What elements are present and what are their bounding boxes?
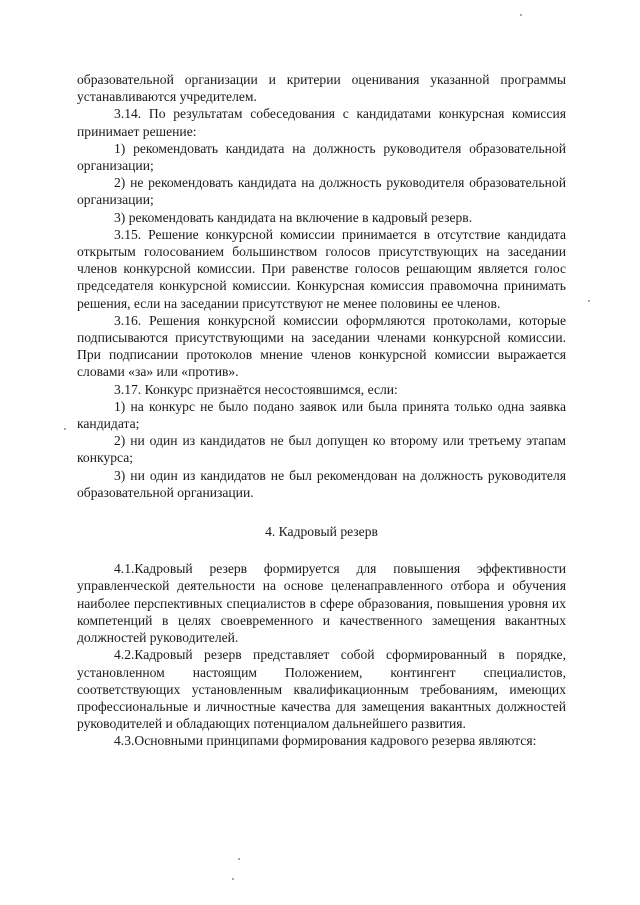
document-body-before <box>77 71 566 501</box>
paragraph-3-15: 3.15. Решение конкурсной комиссии принимается в отсутствие кандидата открытым голосованием большинством голосов присутствующих на заседании членов конкурсной комиссии. При равенстве голосов решающим является голос председателя конкурсной комиссии. Конкурсная комиссия правомочна принимать решения, если на заседании присутствуют не менее половины ее членов. <box>77 226 566 311</box>
scan-speck <box>520 14 522 16</box>
paragraph-3-17-item-3: 3) ни один из кандидатов не был рекомендован на должность руководителя образовательной организации. <box>77 467 566 500</box>
paragraph-3-14-item-3: 3) рекомендовать кандидата на включение в кадровый резерв. <box>114 209 473 225</box>
paragraph-3-14: 3.14. По результатам собеседования с кандидатами конкурсная комиссия принимает решение: <box>77 106 566 139</box>
paragraph-4-1: 4.1.Кадровый резерв формируется для повышения эффективности управленческой деятельности на основе целенаправленного отбора и обучения наиболее перспективных специалистов в сфере образования, повышения уровня их компетенций в целях своевременного и качественного замещения вакантных должностей руководителей. <box>77 561 566 646</box>
document-body-after <box>77 560 566 749</box>
paragraph-3-14-item-2: 2) не рекомендовать кандидата на должность руководителя образовательной организации; <box>77 175 566 208</box>
paragraph-4-2: 4.2.Кадровый резерв представляет собой сформированный в порядке, установленном настоящим Положением, контингент специалистов, соответствующих установленным квалификационным требованиям, имеющих профессиональные и личностные качества для замещения вакантных должностей руководителей и обладающих потенциалом дальнейшего развития. <box>77 647 566 732</box>
scan-speck <box>232 878 234 880</box>
scan-speck <box>64 428 66 430</box>
paragraph-3-17-item-1: 1) на конкурс не было подано заявок или была принята только одна заявка кандидата; <box>77 398 566 432</box>
paragraph-3-16: 3.16. Решения конкурсной комиссии оформляются протоколами, которые подписываются присутствующими на заседании членами конкурсной комиссии. При подписании протоколов мнение членов конкурсной комиссии выражается словами «за» или «против». <box>77 312 566 380</box>
paragraph-3-17: 3.17. Конкурс признаётся несостоявшимся, если: <box>114 381 398 397</box>
scan-speck <box>588 300 590 302</box>
paragraph-continuation: образовательной организации и критерии оценивания указанной программы устанавливаются учредителем. <box>77 72 566 105</box>
section-heading: 4. Кадровый резерв <box>265 524 378 540</box>
paragraph-3-14-item-1: 1) рекомендовать кандидата на должность руководителя образовательной организации; <box>77 140 566 174</box>
scan-speck <box>238 858 240 860</box>
paragraph-4-3: 4.3.Основными принципами формирования кадрового резерва являются: <box>114 733 537 749</box>
paragraph-3-17-item-2: 2) ни один из кандидатов не был допущен ко второму или третьему этапам конкурса; <box>77 433 566 466</box>
